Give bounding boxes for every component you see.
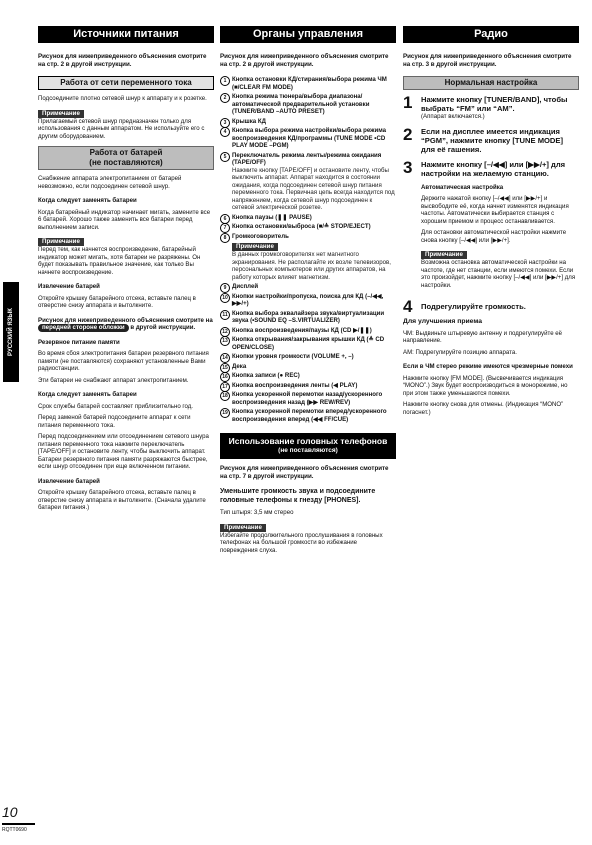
replace-text: Когда батарейный индикатор начинает мигать, замените все 6 батарей. Хорошо также заменить все батареи перед выполнением записи.	[38, 208, 211, 231]
note-label: Примечание	[421, 251, 467, 259]
note-label: Примечание	[220, 524, 266, 532]
radio-column	[403, 26, 579, 420]
control-item: 1 Кнопка остановки КД/стирания/выбора режима ЧМ (■/CLEAR FM MODE)	[220, 76, 396, 91]
noise-heading: Если в ЧМ стерео режиме имеются чрезмерные помехи	[403, 363, 573, 371]
remove-heading: Извлечение батарей	[38, 283, 100, 291]
mains-heading: Работа от сети переменного тока	[38, 76, 214, 90]
power-column	[38, 26, 214, 516]
improve-am: АМ: Подрегулируйте позицию аппарата.	[403, 348, 517, 356]
ref2-b: в другой инструкции.	[130, 324, 196, 332]
control-item: 19 Кнопка ускоренной перемотки вперед/ускоренного воспроизведения вперед (◀◀ FF/CUE)	[220, 408, 396, 423]
backup-text2: Эти батареи не снабжают аппарат электропитанием.	[38, 376, 189, 384]
control-item: 2 Кнопка режима тюнера/выбора диапазона/автоматической предварительной установки (TUNER/BAND –AUTO PRESET)	[220, 93, 396, 116]
backup-text: Во время сбоя электропитания батареи резервного питания памяти (не поставляются) сохраняют установленные Вами радиостанции.	[38, 350, 209, 373]
noise-text2: Нажмите кнопку снова для отмены. (Индикация “MONO” погаснет.)	[403, 401, 564, 416]
control-item: 17 Кнопка воспроизведения ленты (◀ PLAY)	[220, 382, 396, 390]
control-item: 11 Кнопка выбора эквалайзера звука/виртуализации звука (•SOUND EQ –S.VIRTUALIZER)	[220, 310, 396, 325]
ref2-a: Рисунок для нижеприведенного объяснения смотрите на	[38, 316, 213, 324]
note-label: Примечание	[232, 243, 278, 251]
note-label: Примечание	[38, 110, 84, 118]
step-1-text: Нажмите кнопку [TUNER/BAND], чтобы выбрать “FM” или “AM”.	[421, 95, 568, 114]
control-item: 6 Кнопка паузы (❚❚ PAUSE)	[220, 214, 396, 222]
control-item: 10 Кнопки настройки/пропуска, поиска для КД (–/◀◀, ▶▶/+)	[220, 293, 396, 308]
power-ref: Рисунок для нижеприведенного объяснения смотрите на стр. 2 в другой инструкции.	[38, 53, 207, 68]
control-item: 15 Дека	[220, 363, 396, 371]
battery-heading-line2: (не поставляются)	[89, 158, 163, 168]
improve-fm: ЧМ: Выдвиньте штыревую антенну и подрегулируйте её направление.	[403, 329, 563, 345]
headphones-title: Использование головных телефонов	[228, 436, 388, 447]
page-code: RQTT0690	[2, 827, 27, 833]
ref2	[38, 317, 214, 332]
language-side-tab	[3, 282, 19, 382]
radio-ref: Рисунок для нижеприведенного объяснения смотрите на стр. 3 в другой инструкции.	[403, 53, 572, 68]
control-item: 7 Кнопка остановки/выброса (■/≜ STOP/EJECT)	[220, 223, 396, 231]
mains-text: Подсоедините плотно сетевой шнур к аппарату и к розетке.	[38, 95, 207, 103]
remove2-text: Откройте крышку батарейного отсека, вставьте палец в отверстие снизу аппарата и вытолкните. (Сначала удалите батареи питания.)	[38, 489, 206, 512]
remove2-heading: Извлечение батарей	[38, 477, 100, 485]
controls-column	[220, 26, 396, 558]
battery-text: Снабжение аппарата электропитанием от батарей невозможно, если подсоединен сетевой шнур.	[38, 175, 182, 190]
headphones-ref: Рисунок для нижеприведенного объяснения смотрите на стр. 7 в другой инструкции.	[220, 465, 389, 480]
step-2: 2 Если на дисплее имеется индикация “PGM”, нажмите кнопку [TUNE MODE] для её гашения.	[403, 127, 579, 154]
control-item: 16 Кнопка записи (● REC)	[220, 372, 396, 380]
auto-tuning-text2: Для остановки автоматической настройки нажмите снова кнопку [–/◀◀] или [▶▶/+].	[421, 229, 567, 244]
control-item: 4 Кнопка выбора режима настройки/выбора режима воспроизведения КД/программы (TUNE MODE •CD PLAY MODE –PGM)	[220, 127, 396, 150]
step-4: 4 Подрегулируйте громкость.	[403, 299, 579, 311]
replace2-heading: Когда следует заменять батареи	[38, 391, 137, 399]
headphones-heading	[220, 433, 396, 459]
control-item: 9 Дисплей	[220, 283, 396, 291]
control-item: 13 Кнопка открывания/закрывания крышки КД (≜ CD OPEN/CLOSE)	[220, 336, 396, 351]
page-number: 10	[2, 804, 18, 820]
controls-title: Органы управления	[220, 26, 396, 43]
controls-ref: Рисунок для нижеприведенного объяснения смотрите на стр. 2 в другой инструкции.	[220, 53, 389, 68]
power-title: Источники питания	[38, 26, 214, 43]
replace-heading: Когда следует заменять батареи	[38, 197, 137, 205]
ref2-pill: передней стороне обложки	[38, 324, 129, 332]
step-2-text: Если на дисплее имеется индикация “PGM”, нажмите кнопку [TUNE MODE] для её гашения.	[421, 126, 564, 154]
control-item: 3 Крышка КД	[220, 118, 396, 126]
control-item: 18 Кнопка ускоренной перемотки назад/ускоренного воспроизведения назад (▶▶ REW/REV)	[220, 391, 396, 406]
page-number-rule	[2, 823, 35, 825]
mains-note: Прилагаемый сетевой шнур предназначен только для использования с данным аппаратом. Не используйте его с другим оборудованием.	[38, 117, 205, 140]
improve-heading: Для улучшения приема	[403, 318, 483, 326]
noise-text: Нажмите кнопку [FM MODE]. (Высвечивается индикация “MONO”.) Звук будет воспроизводиться в монорежиме, но при этом также уменьшаются помехи.	[403, 374, 568, 397]
step-4-text: Подрегулируйте громкость.	[421, 302, 526, 312]
replace2-text2: Перед заменой батарей подсоедините аппарат к сети питания переменного тока.	[38, 414, 191, 429]
control-item: 12 Кнопка воспроизведения/паузы КД (CD ▶/❚❚)	[220, 327, 396, 335]
control-item: 5 Переключатель режима ленты/режима ожидания (TAPE/OFF) Нажмите кнопку [TAPE/OFF] и остановите ленту, чтобы выключить аппарат. Аппарат находится в состоянии ожидания, когда подсоединен сетевой шнур питания переменного тока. Первичная цепь всегда находится под напряжением, когда сетевой шнур подсоединен к сетевой электрической розетке.	[220, 152, 396, 212]
auto-tuning-note: Возможна остановка автоматической настройки на частоте, где нет станции, если имеются помехи. Если это произойдет, нажмите кнопку [–/◀◀] или [▶▶/+] для настройки.	[421, 259, 576, 289]
controls-list	[220, 76, 396, 423]
auto-tuning-text: Держите нажатой кнопку [–/◀◀] или [▶▶/+] и высвободите её, когда начнет изменятся индикация частоты. Автоматически выбирается станция с хорошим приемом и процесс останавливается.	[421, 195, 569, 225]
headphones-title-small: (не поставляются)	[278, 447, 338, 455]
control-item: 14 Кнопки уровня громкости (VOLUME +, –)	[220, 353, 396, 361]
control-item: 8 Громкоговоритель Примечание В данных громкоговорителях нет магнитного экранирования. Не располагайте их возле телевизоров, персональных компьютеров или других аппаратов, на работу которых влияет магнетизм.	[220, 233, 396, 282]
speaker-note: В данных громкоговорителях нет магнитного экранирования. Не располагайте их возле телевизоров, персональных компьютеров или других аппаратов, на работу которых влияет магнетизм.	[232, 251, 391, 281]
battery-heading	[38, 146, 214, 170]
replace-note: Перед тем, как начнется воспроизведение, батарейный индикатор может мигать, хотя батареи не разряжены. Он будет показывать правильное значение, как только Вы начнете воспроизведение.	[38, 246, 201, 276]
battery-heading-line1: Работа от батарей	[89, 148, 163, 158]
headphones-text: Уменьшите громкость звука и подсоедините головные телефоны к гнезду [PHONES].	[220, 488, 376, 504]
auto-tuning-heading: Автоматическая настройка	[421, 183, 504, 191]
backup-heading: Резервное питание памяти	[38, 338, 120, 346]
note-label: Примечание	[38, 238, 84, 246]
side-tab-label: РУССКИЙ ЯЗЫК	[8, 308, 14, 356]
step-3: 3 Нажмите кнопку [–/◀◀] или [▶▶/+] для настройки на желаемую станцию. Автоматическая настройка Держите нажатой кнопку [–/◀◀] или [▶▶/+] и высвободите её, когда начнет изменятся индикация частоты. Автоматически выбирается станция с хорошим приемом и процесс останавливается. Для остановки автоматической настройки нажмите снова кнопку [–/◀◀] или [▶▶/+]. Примечание Возможна остановка автоматической настройки на частоте, где нет станции, если имеются помехи. Если это произойдет, нажмите кнопку [–/◀◀] или [▶▶/+] для настройки.	[403, 160, 579, 290]
step-1: 1 Нажмите кнопку [TUNER/BAND], чтобы выбрать “FM” или “AM”. (Аппарат включается.)	[403, 95, 579, 121]
headphones-plug: Тип штыря: 3,5 мм стерео	[220, 509, 294, 517]
radio-title: Радио	[403, 26, 579, 43]
replace2-text: Срок службы батарей составляет приблизительно год.	[38, 402, 193, 410]
headphones-note: Избегайте продолжительного прослушивания в головных телефонах на большой громкости во избежание повреждения слуха.	[220, 531, 383, 554]
normal-tuning-heading: Нормальная настройка	[403, 76, 579, 90]
step-3-text: Нажмите кнопку [–/◀◀] или [▶▶/+] для настройки на желаемую станцию.	[421, 159, 566, 178]
replace2-text3: Перед подсоединением или отсоединением сетевого шнура питания переменного тока нажмите переключатель [TAPE/OFF] и остановите ленту, чтобы выключить аппарат. Батареи резервного питания памяти разряжаются быстрее, если шнур отсоединен при еще включенном питании.	[38, 433, 209, 471]
step-1-sub: (Аппарат включается.)	[421, 113, 485, 121]
remove-text: Откройте крышку батарейного отсека, вставьте палец в отверстие снизу аппарата и вытолкните.	[38, 294, 196, 310]
